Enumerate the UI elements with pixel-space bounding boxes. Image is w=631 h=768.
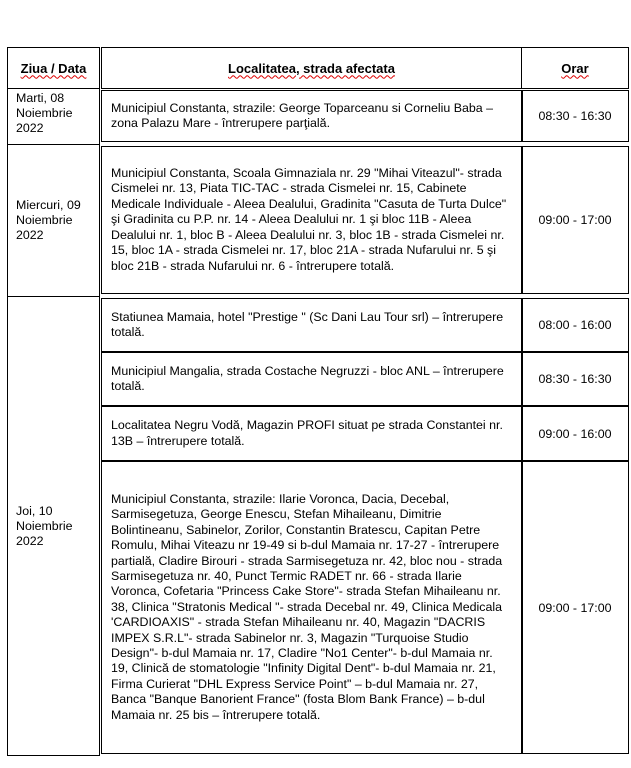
header-location: Localitatea, strada afectata <box>228 60 395 76</box>
time-day3-entry4: 09:00 - 17:00 <box>538 600 612 615</box>
header-date: Ziua / Data <box>20 60 87 76</box>
header-time: Orar <box>561 60 589 76</box>
location-day1-entry1: Municipiul Constanta, strazile: George Toparceanu si Corneliu Baba – zona Palazu Mare - întrerupere parţială. <box>111 100 494 130</box>
date-day3: Joi, 10 Noiembrie 2022 <box>16 503 73 548</box>
date-day2: Miercuri, 09 Noiembrie 2022 <box>16 198 81 242</box>
location-day3-entry1: Statiunea Mamaia, hotel "Prestige " (Sc Dani Lau Tour srl) – întrerupere totală. <box>111 309 504 339</box>
location-day3-entry2: Municipiul Mangalia, strada Costache Negruzzi - bloc ANL – întrerupere totală. <box>111 363 504 393</box>
time-day3-entry3: 09:00 - 16:00 <box>538 426 612 441</box>
time-day3-entry2: 08:30 - 16:30 <box>538 372 612 386</box>
location-day3-entry4: Municipiul Constanta, strazile: Ilarie Voronca, Dacia, Decebal, Sarmisegetuza, George Enescu, Stefan Mihaileanu, Dimitrie Bolintineanu, Sabinelor, Zorilor, Constantin Bratescu, Capitan Petre Romulu, Mihai Viteazu nr 19-49 si b-dul Mamaia nr. 17-27 - întrerupere partială, Cladire Birouri - strada Sarmisegetuza nr. 42, bloc nou - strada Sarmisegetuza nr. 40, Punct Termic RADET nr. 66 - strada Ilarie Voronca, Cofetaria "Princess Cake Store"- strada Stefan Mihaileanu nr. 38, Clinica "Stratonis Medical "- strada Decebal nr. 49, Clinica Medicala 'CARDIOAXIS" - strada Stefan Mihaileanu nr. 40, Magazin "DACRIS IMPEX S.R.L"- strada Sabinelor nr. 3, Magazin "Turquoise Studio Design"- b-dul Mamaia nr. 17, Cladire "No1 Center"- b-dul Mamaia nr. 19, Clinică de stomatologie "Infinity Digital Dent"- b-dul Mamaia nr. 21, Firma Curierat "DHL Express Service Point" – b-dul Mamaia nr. 27, Banca "Banque Banorient France" (fosta Blom Bank France) – b-dul Mamaia nr. 25 bis – întrerupere totală. <box>111 491 503 722</box>
time-day3-entry1: 08:00 - 16:00 <box>538 318 612 332</box>
date-day1: Marti, 08 Noiembrie 2022 <box>16 91 73 135</box>
time-day2-entry1: 09:00 - 17:00 <box>538 213 612 227</box>
location-day2-entry1: Municipiul Constanta, Scoala Gimnaziala nr. 29 "Mihai Viteazul"- strada Cismelei nr. 13, Piata TIC-TAC - strada Cismelei nr. 15, Cabinete Medicale Individuale - Aleea Dealului, Gradinita "Casuta de Turta Dulce" şi Gradinita cu P.P. nr. 14 - Aleea Dealului nr. 1 şi bloc 11B - Aleea Dealului nr. 1, bloc B - Aleea Dealului nr. 3, bloc 1B - strada Cismelei nr. 15, bloc 1A - strada Cismelei nr. 17, bloc 21A - strada Nufarului nr. 5 şi bloc 21B - strada Nufarului nr. 6 - întrerupere totală. <box>111 166 507 273</box>
location-day3-entry3: Localitatea Negru Vodă, Magazin PROFI situat pe strada Constantei nr. 13B – întrerupere totală. <box>111 418 503 448</box>
time-day1-entry1: 08:30 - 16:30 <box>538 109 612 123</box>
